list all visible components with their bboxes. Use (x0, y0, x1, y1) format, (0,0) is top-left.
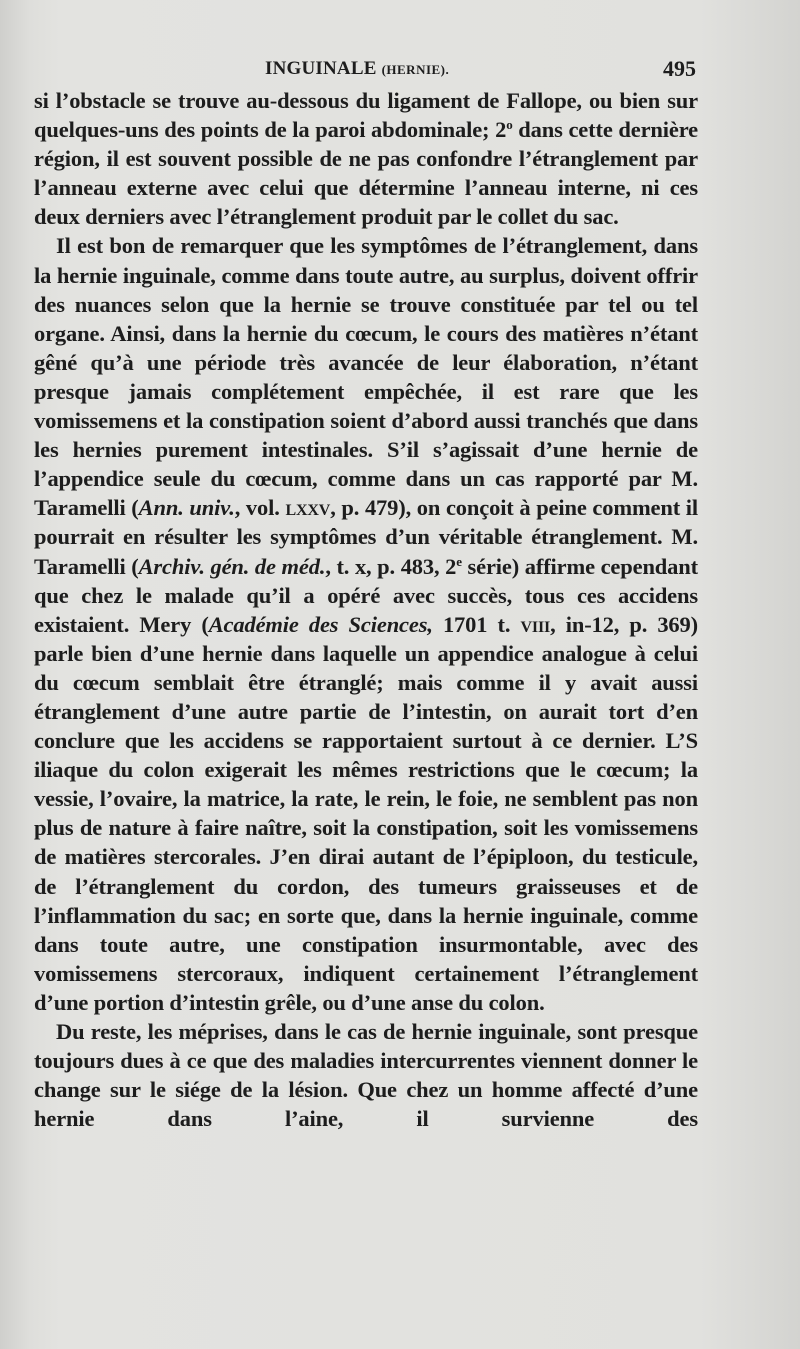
running-title-sub: (HERNIE). (381, 62, 450, 77)
italic-text: Académie des Sciences, (208, 611, 433, 637)
text-run: 1701 t. (432, 611, 521, 637)
text-run: dans cette dernière région, il est souvent possible de ne pas confondre l’étranglement par l’anneau externe avec celui que détermine l’anneau interne, ni ces deux derniers avec l’étranglement produit par le collet du sac. (34, 117, 698, 230)
page-header (0, 56, 800, 88)
roman-numeral: viii (520, 611, 551, 637)
text-run: , p. 479), on conçoit à peine comment il pourrait en résulter les symptômes d’un véritable étranglement. M. Taramelli ( (34, 495, 699, 579)
roman-numeral: lxxv (285, 495, 331, 521)
paragraph-continuation (34, 86, 698, 231)
text-run: série) affirme cependant que chez le malade qu’il a opéré avec succès, tous ces accidens existaient. Mery ( (34, 553, 698, 637)
body-text (34, 86, 698, 1133)
paragraph-mistakes (34, 1017, 698, 1133)
text-run: , t. x, p. 483, 2 (325, 553, 457, 579)
running-title (265, 58, 449, 80)
running-title-main: INGUINALE (265, 58, 377, 79)
italic-text: Archiv. gén. de méd. (138, 553, 326, 579)
superscript: e (456, 553, 462, 569)
paragraph-symptoms (34, 231, 698, 1017)
text-run: Du reste, les méprises, dans le cas de hernie inguinale, sont presque toujours dues à ce que des maladies intercurrentes viennent donner le change sur le siége de la lésion. Que chez un homme affecté d’une hernie dans l’aine, il survienne des (34, 1019, 698, 1132)
text-run: Il est bon de remarquer que les symptômes de l’étranglement, dans la hernie inguinale, comme dans toute autre, au surplus, doivent offrir des nuances selon que la hernie se trouve constituée par tel ou tel organe. Ainsi, dans la hernie du cœcum, le cours des matières n’étant gêné qu’à une période très avancée de leur élaboration, n’étant presque jamais complétement empêchée, il est rare que les vomissemens et la constipation soient d’abord aussi tranchés que dans les hernies purement intestinales. S’il s’agissait d’une hernie de l’appendice seule du cœcum, comme dans un cas rapporté par M. Taramelli ( (34, 233, 698, 521)
text-run: si l’obstacle se trouve au-dessous du ligament de Fallope, ou bien sur quelques-uns des points de la paroi abdominale; 2 (34, 88, 698, 143)
text-run: , vol. (234, 495, 286, 521)
page-number: 495 (663, 56, 696, 81)
superscript: o (506, 117, 513, 133)
text-run: , in-12, p. 369) parle bien d’une hernie dans laquelle un appendice analogue à celui du cœcum semblait être étranglé; mais comme il y avait aussi étranglement d’une autre partie de l’intestin, on aurait tort d’en conclure que les accidens se rapportaient surtout à ce dernier. L’S iliaque du colon exigerait les mêmes restrictions que le cœcum; la vessie, l’ovaire, la matrice, la rate, le rein, le foie, ne semblent pas non plus de nature à faire naître, soit la constipation, soit les vomissemens de matières stercorales. J’en dirai autant de l’épiploon, du testicule, de l’étranglement du cordon, des tumeurs graisseuses et de l’inflammation du sac; en sorte que, dans la hernie inguinale, comme dans toute autre, une constipation insurmontable, avec des vomissemens stercoraux, indiquent certainement l’étranglement d’une portion d’intestin grêle, ou d’une anse du colon. (34, 611, 698, 1015)
italic-text: Ann. univ. (138, 495, 235, 521)
